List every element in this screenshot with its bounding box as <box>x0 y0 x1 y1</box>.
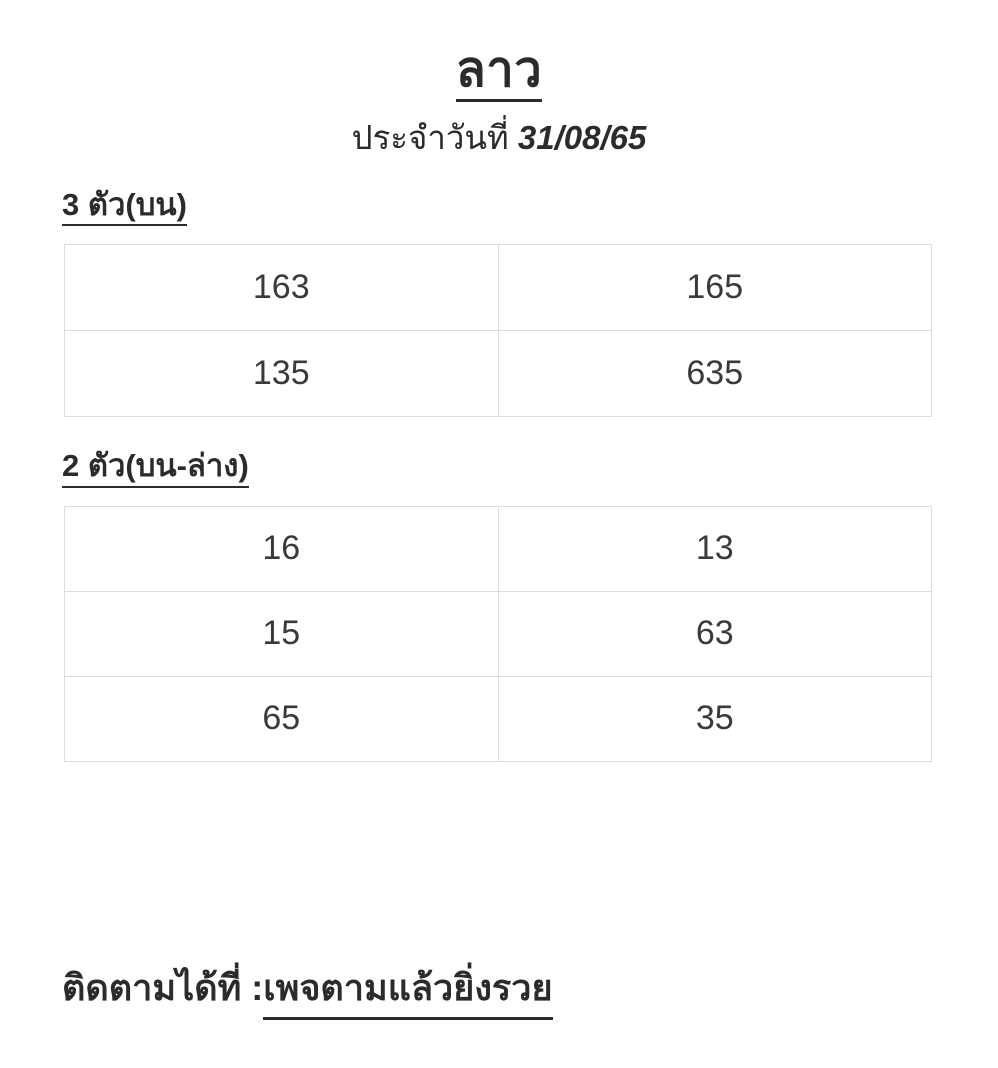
two-digit-cell: 63 <box>498 591 932 676</box>
two-digit-cell: 65 <box>65 676 499 761</box>
section-two-digit-header <box>0 417 998 487</box>
lottery-result-page <box>0 44 998 1068</box>
two-digit-cell: 13 <box>498 506 932 591</box>
footer-lead-text: ติดตามได้ที่ : <box>62 967 264 1008</box>
section-label-three-digit: 3 ตัว(บน) <box>62 186 187 226</box>
table-row <box>65 331 932 417</box>
three-digit-cell: 635 <box>498 331 932 417</box>
page-subtitle <box>0 120 998 156</box>
three-digit-cell: 163 <box>65 245 499 331</box>
three-digit-cell: 165 <box>498 245 932 331</box>
section-three-digit-header <box>0 156 998 226</box>
table-row <box>65 245 932 331</box>
page-title <box>0 44 998 98</box>
footer-credit <box>62 959 553 1020</box>
two-digit-cell: 16 <box>65 506 499 591</box>
section-label-two-digit: 2 ตัว(บน-ล่าง) <box>62 447 249 487</box>
footer-page-link[interactable]: เพจตามแล้วยิ่งรวย <box>263 959 552 1020</box>
page-title-text: ลาว <box>456 43 543 102</box>
two-digit-cell: 35 <box>498 676 932 761</box>
three-digit-cell: 135 <box>65 331 499 417</box>
table-row <box>65 506 932 591</box>
two-digit-cell: 15 <box>65 591 499 676</box>
draw-date: 31/08/65 <box>517 118 647 156</box>
table-row <box>65 591 932 676</box>
three-digit-table <box>64 244 932 417</box>
table-row <box>65 676 932 761</box>
two-digit-table <box>64 506 932 762</box>
subtitle-prefix: ประจำวันที่ <box>351 118 518 156</box>
